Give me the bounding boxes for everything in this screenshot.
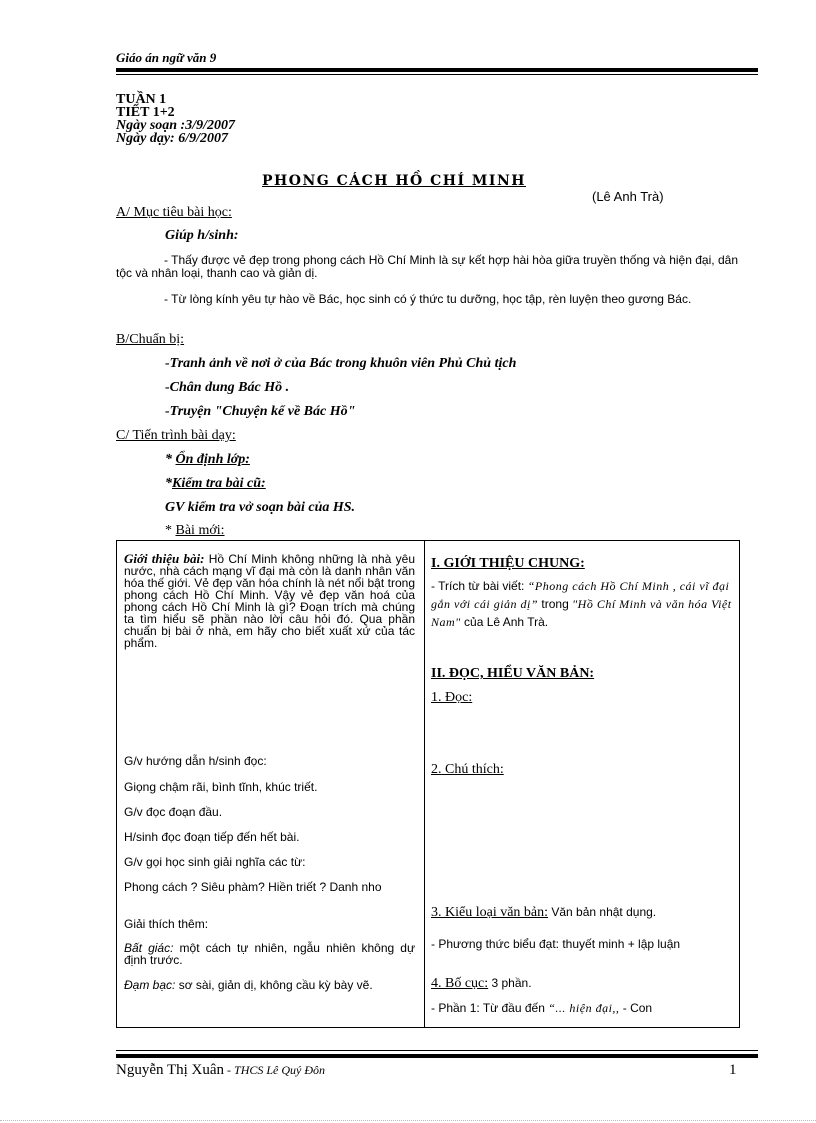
objective-paragraph-1: - Thấy được vẻ đẹp trong phong cách Hồ Chí Minh là sự kết hợp hài hòa giữa truyền thống và hiện đại, dân tộc và nhân loại, thanh cao và giản dị.	[116, 253, 738, 280]
vocab-terms: Phong cách ? Siêu phàm? Hiền triết ? Danh nho	[124, 880, 382, 894]
extra-explanation: Giải thích thêm:	[124, 917, 209, 931]
prep-item-2: -Chân dung Bác Hồ .	[165, 380, 290, 395]
page-number: 1	[729, 1062, 737, 1078]
teacher-guide-read: G/v hướng dẫn h/sinh đọc:	[124, 754, 267, 768]
step-new-lesson: * Bài mới:	[165, 523, 225, 538]
step-check-notebook: GV kiểm tra vở soạn bài của HS.	[165, 500, 356, 515]
objective-paragraph-2: - Từ lòng kính yêu tự hào về Bác, học sinh có ý thức tu dưỡng, học tập, rèn luyện theo gương Bác.	[164, 292, 692, 306]
step-check-old-lesson: *Kiểm tra bài cũ:	[165, 476, 266, 491]
step-stable-class: * Ổn định lớp:	[165, 452, 250, 467]
structure-heading: 4. Bố cục: 3 phần.	[431, 976, 532, 991]
lesson-title: PHONG CÁCH HỒ CHÍ MINH	[262, 173, 526, 189]
prep-item-1: -Tranh ảnh về nơi ở của Bác trong khuôn viên Phủ Chủ tịch	[165, 356, 517, 371]
page-bottom-dotted-line	[0, 1120, 816, 1121]
heading-annotations: 2. Chú thích:	[431, 762, 504, 777]
footer-rule-thin	[116, 1050, 758, 1051]
lesson-table	[116, 540, 740, 1028]
structure-part-1: - Phần 1: Từ đầu đến “... hiện đại,, - Con	[431, 1001, 653, 1015]
section-a-sub: Giúp h/sinh:	[165, 228, 239, 243]
text-type: 3. Kiểu loại văn bản: Văn bản nhật dụng.	[431, 905, 657, 920]
section-a-heading: A/ Mục tiêu bài học:	[116, 205, 232, 220]
term-dam-bac: Đạm bạc: sơ sài, giản dị, không cầu kỳ bày vẽ.	[124, 978, 373, 992]
period-label: TIẾT 1+2	[116, 105, 175, 120]
teacher-reads: G/v đọc đoạn đầu.	[124, 805, 223, 819]
footer-rule-thick	[116, 1054, 758, 1058]
lesson-author: (Lê Anh Trà)	[592, 189, 664, 204]
lesson-meta	[116, 93, 235, 145]
header-title: Giáo án ngữ văn 9	[116, 50, 217, 65]
source-text: - Trích từ bài viết: “Phong cách Hồ Chí Minh , cái vĩ đại gắn với cái giản dị” trong "Hồ Chí Minh và văn hóa Việt Nam" của Lê Anh Trà.	[431, 579, 732, 629]
date-prepared: Ngày soạn :3/9/2007	[116, 118, 235, 133]
vocab-prompt: G/v gọi học sinh giải nghĩa các từ:	[124, 855, 306, 869]
footer-author: Nguyễn Thị Xuân - THCS Lê Quý Đôn	[116, 1062, 326, 1078]
heading-read: 1. Đọc:	[431, 690, 473, 705]
date-taught: Ngày dạy: 6/9/2007	[116, 131, 228, 146]
heading-reading-understanding: II. ĐỌC, HIỂU VĂN BẢN:	[431, 666, 595, 681]
term-bat-giac: Bất giác: một cách tự nhiên, ngẫu nhiên không dự định trước.	[124, 941, 415, 967]
heading-general-intro: I. GIỚI THIỆU CHUNG:	[431, 556, 585, 571]
week-label: TUẦN 1	[116, 92, 167, 107]
reading-tone: Giọng chậm rãi, bình tĩnh, khúc triết.	[124, 780, 318, 794]
intro-cell: Giới thiệu bài: Hồ Chí Minh không những là nhà yêu nước, nhà cách mạng vĩ đại mà còn là danh nhân văn hóa thế giới. Vẻ đẹp văn hóa chính là nét nổi bật trong phong cách Hồ Chí Minh. Vậy vẻ đẹp văn hoá của phong cách Hồ Chí Minh là gì? Đoạn trích mà chúng ta tìm hiểu sẽ phần nào lời câu hỏi đó. Qua phần chuẩn bị bài ở nhà, em hãy cho biết xuất xứ của tác phẩm.	[124, 551, 415, 650]
student-reads: H/sinh đọc đoạn tiếp đến hết bài.	[124, 830, 300, 844]
header-rule-thick	[116, 68, 758, 72]
prep-item-3: -Truyện "Chuyện kể về Bác Hồ"	[165, 404, 356, 419]
expression-mode: - Phương thức biểu đạt: thuyết minh + lập luận	[431, 937, 681, 951]
section-c-heading: C/ Tiến trình bài dạy:	[116, 428, 236, 443]
section-b-heading: B/Chuẩn bị:	[116, 332, 185, 347]
table-column-divider	[424, 541, 425, 1027]
header-rule-thin	[116, 74, 758, 75]
